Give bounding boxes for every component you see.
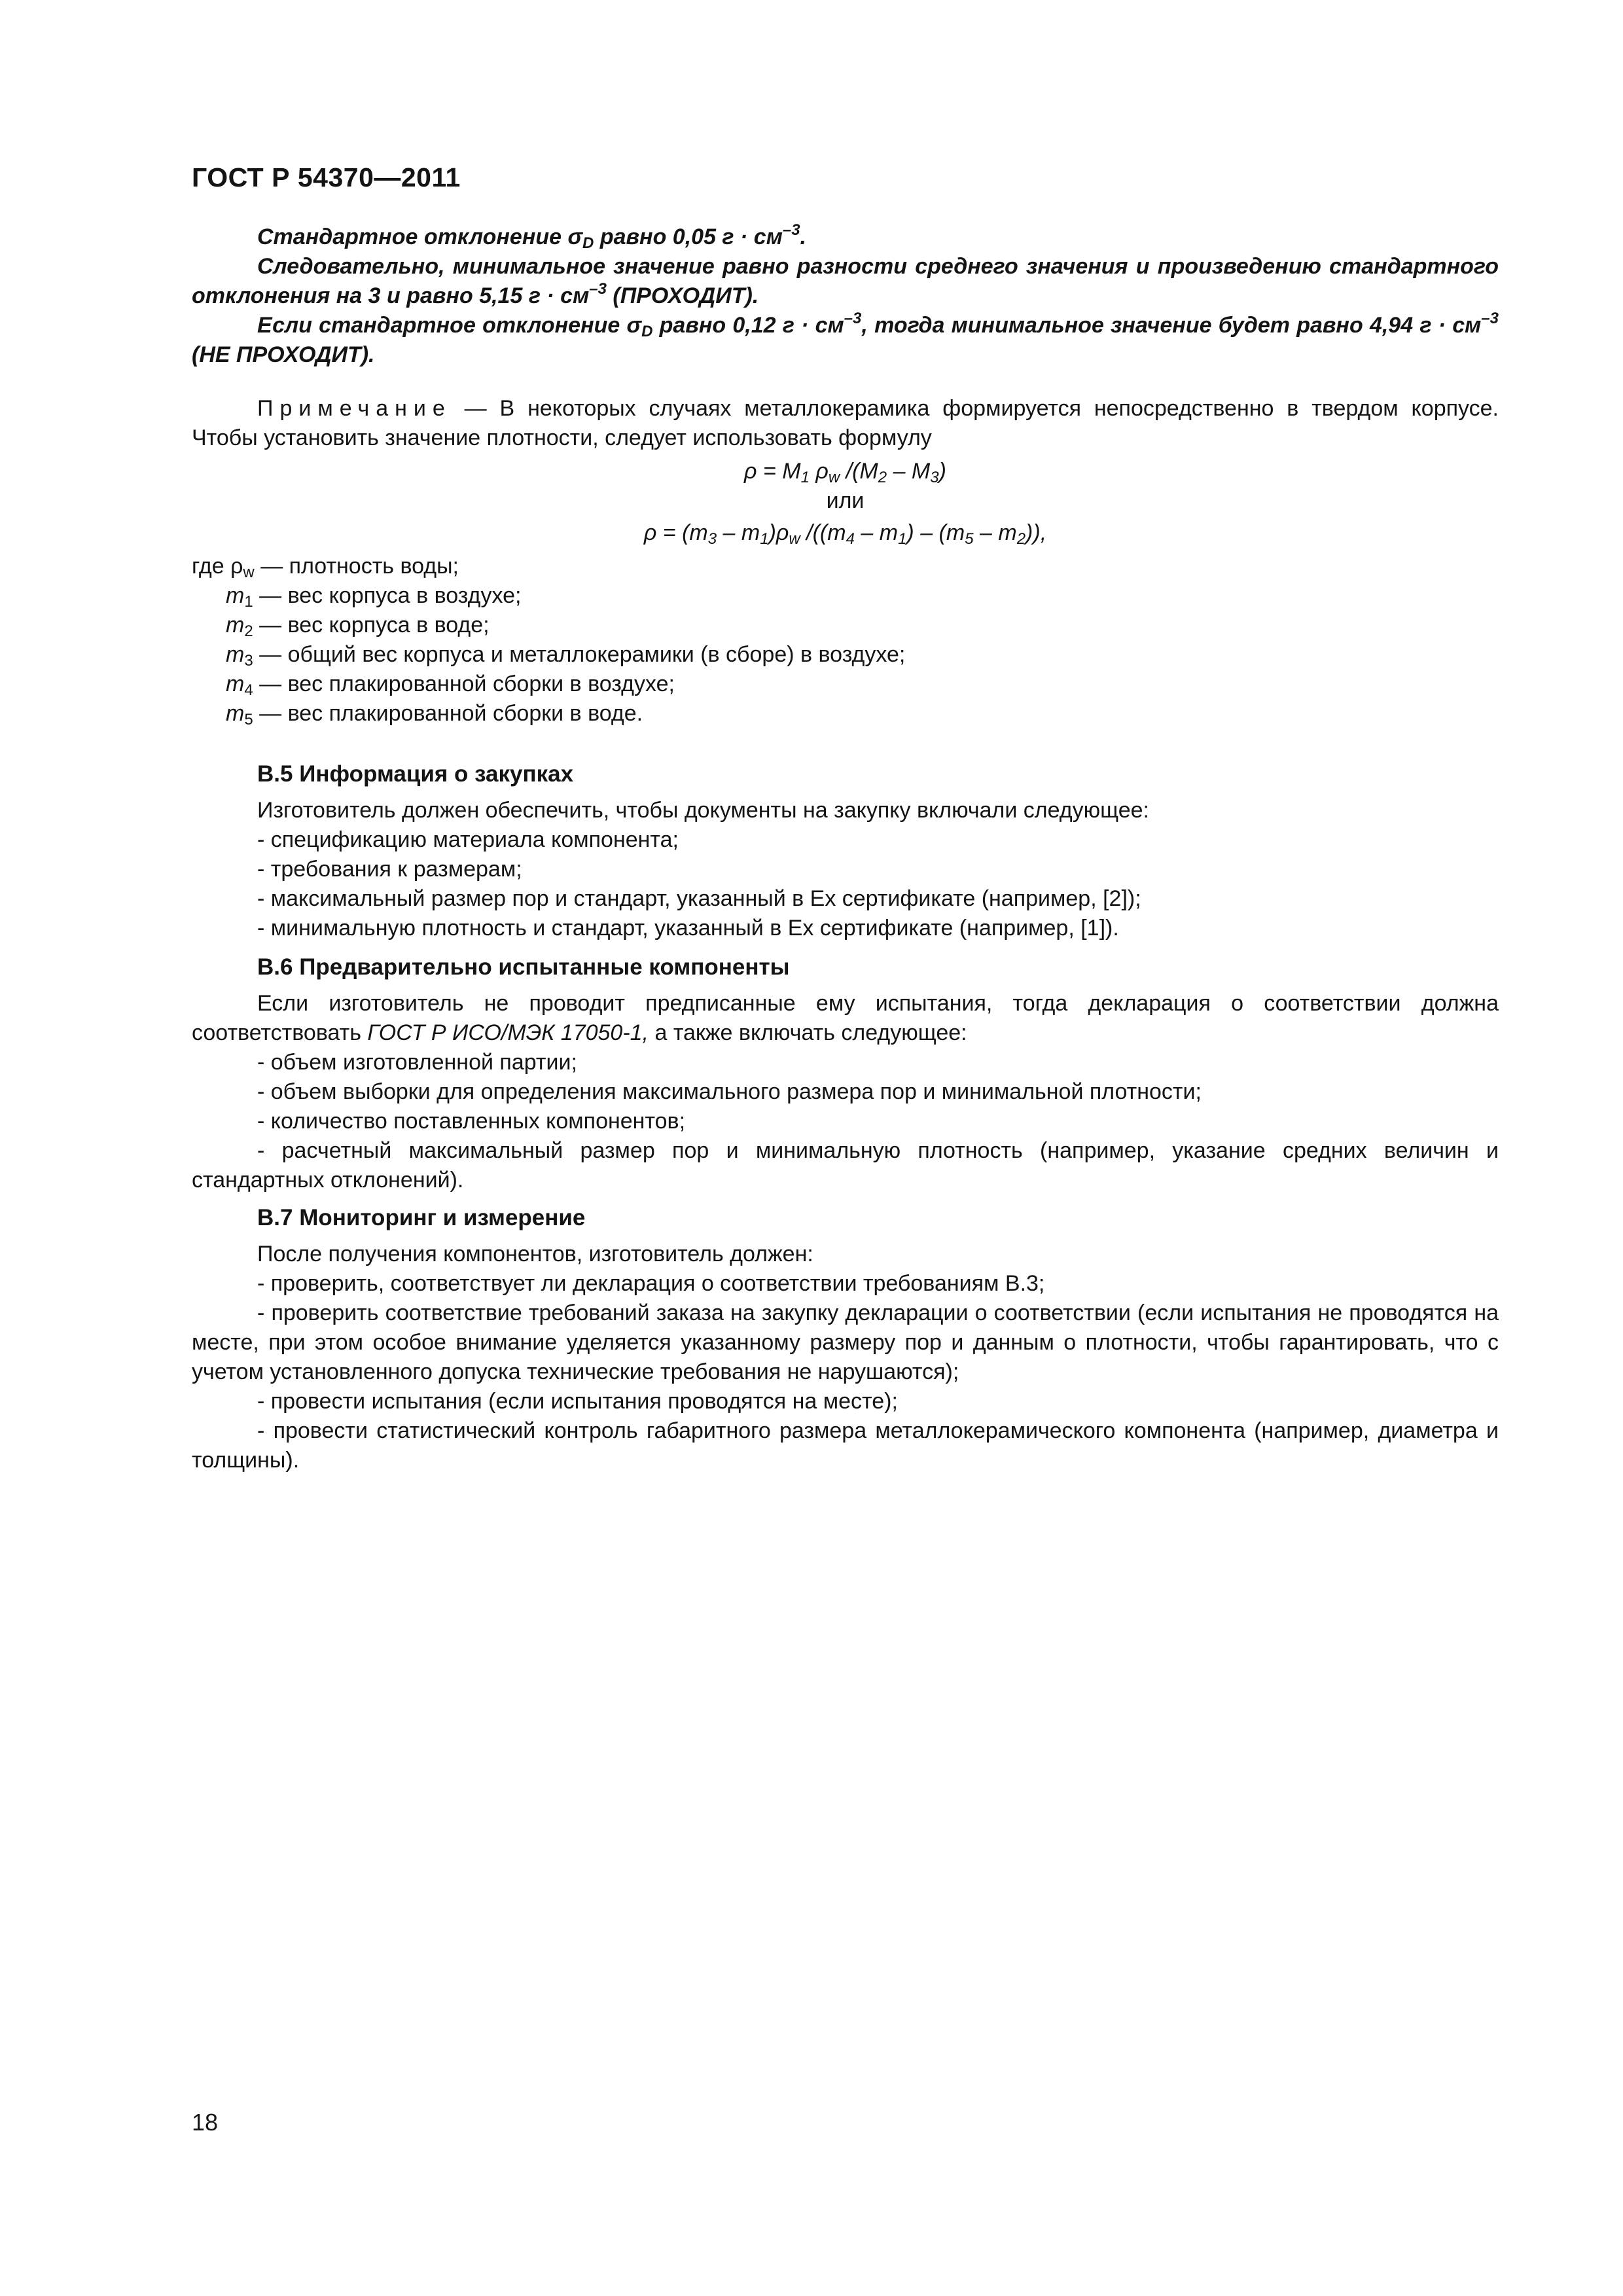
section-b6-item: - расчетный максимальный размер пор и минимальную плотность (например, указание средних величин и стандартных отклонений). xyxy=(192,1138,1499,1193)
section-b7-item: - провести статистический контроль габаритного размера металлокерамического компонента (например, диаметра и толщины). xyxy=(192,1418,1499,1473)
page-number: 18 xyxy=(192,2109,219,2136)
section-b6-title: В.6 Предварительно испытанные компоненты xyxy=(257,954,790,980)
section-b6-item: - объем выборки для определения максимального размера пор и минимальной плотности; xyxy=(257,1079,1202,1104)
where-list xyxy=(192,552,1499,728)
where-m4: $m_4$ — вес плакированной сборки в воздухе; xyxy=(226,672,675,699)
section-b6 xyxy=(192,952,1499,1195)
standard-reference: ГОСТ Р ИСО/МЭК 17050-1, xyxy=(367,1020,649,1045)
example-line-2: Следовательно, минимальное значение равно разности среднего значения и произведению стандартного отклонения на 3 и равно 5,15 $г \cdot см^{-3}$ (ПРОХОДИТ). xyxy=(192,254,1499,308)
section-b6-item: - количество поставленных компонентов; xyxy=(257,1109,686,1134)
section-b5 xyxy=(192,759,1499,943)
where-m1: $m_1$ — вес корпуса в воздухе; xyxy=(226,583,522,611)
note-block xyxy=(192,394,1499,728)
section-b6-item: - объем изготовленной партии; xyxy=(257,1050,577,1075)
section-b5-item: - требования к размерам; xyxy=(257,857,522,882)
section-b5-item: - спецификацию материала компонента; xyxy=(257,827,679,852)
note-label: Примечание xyxy=(257,396,452,421)
where-m5: $m_5$ — вес плакированной сборки в воде. xyxy=(226,701,643,728)
example-block xyxy=(192,223,1499,370)
formula-2: $\rho = (m_3 - m_1)\rho_w$ $/((m_4 - m_1) - (m_5 - m_2))$, xyxy=(643,520,1047,548)
note-text: — В некоторых случаях металлокерамика формируется непосредственно в твердом корпусе. Чтобы установить значение плотности, следует использовать формулу xyxy=(192,396,1499,450)
example-line-1: Стандартное отклонение $\sigma_D$ равно 0,05 $г \cdot см^{-3}$. xyxy=(257,221,806,252)
where-rho: где $\rho_w$ — плотность воды; xyxy=(192,554,459,581)
section-b5-intro: Изготовитель должен обеспечить, чтобы документы на закупку включали следующее: xyxy=(257,798,1149,823)
section-b7-intro: После получения компонентов, изготовитель должен: xyxy=(257,1242,813,1266)
section-b7-item: - провести испытания (если испытания проводятся на месте); xyxy=(257,1389,898,1414)
formula-1: $\rho = M_1$ $\rho_w$ $/(M_2 - M_3)$ xyxy=(744,459,946,486)
example-line-3: Если стандартное отклонение $\sigma_D$ равно 0,12 $г \cdot см^{-3}$, тогда минимальное значение будет равно 4,94 $г \cdot см^{-3}$ (НЕ ПРОХОДИТ). xyxy=(192,310,1499,367)
section-b7 xyxy=(192,1203,1499,1475)
section-b5-title: В.5 Информация о закупках xyxy=(257,761,574,787)
where-m2: $m_2$ — вес корпуса в воде; xyxy=(226,613,490,640)
section-b7-item: - проверить, соответствует ли декларация о соответствии требованиям В.3; xyxy=(257,1271,1045,1296)
formula-or: или xyxy=(826,488,865,513)
section-b5-item: - максимальный размер пор и стандарт, указанный в Ex сертификате (например, [2]); xyxy=(257,886,1141,911)
section-b7-title: В.7 Мониторинг и измерение xyxy=(257,1205,586,1230)
document-id: ГОСТ Р 54370—2011 xyxy=(192,162,461,192)
where-m3: $m_3$ — общий вес корпуса и металлокерамики (в сборе) в воздухе; xyxy=(226,642,906,670)
note-paragraph xyxy=(192,394,1499,453)
section-b6-intro: Если изготовитель не проводит предписанные ему испытания, тогда декларация о соответствии должна соответствовать ГОСТ Р ИСО/МЭК 17050-1, а также включать следующее: xyxy=(192,991,1499,1045)
section-b7-item: - проверить соответствие требований заказа на закупку декларации о соответствии (если испытания не проводятся на месте, при этом особое внимание уделяется указанному размеру пор и данным о плотности, чтобы гарантировать, что с учетом установленного допуска технические требования не нарушаются); xyxy=(192,1300,1499,1384)
section-b5-item: - минимальную плотность и стандарт, указанный в Ex сертификате (например, [1]). xyxy=(257,916,1119,941)
